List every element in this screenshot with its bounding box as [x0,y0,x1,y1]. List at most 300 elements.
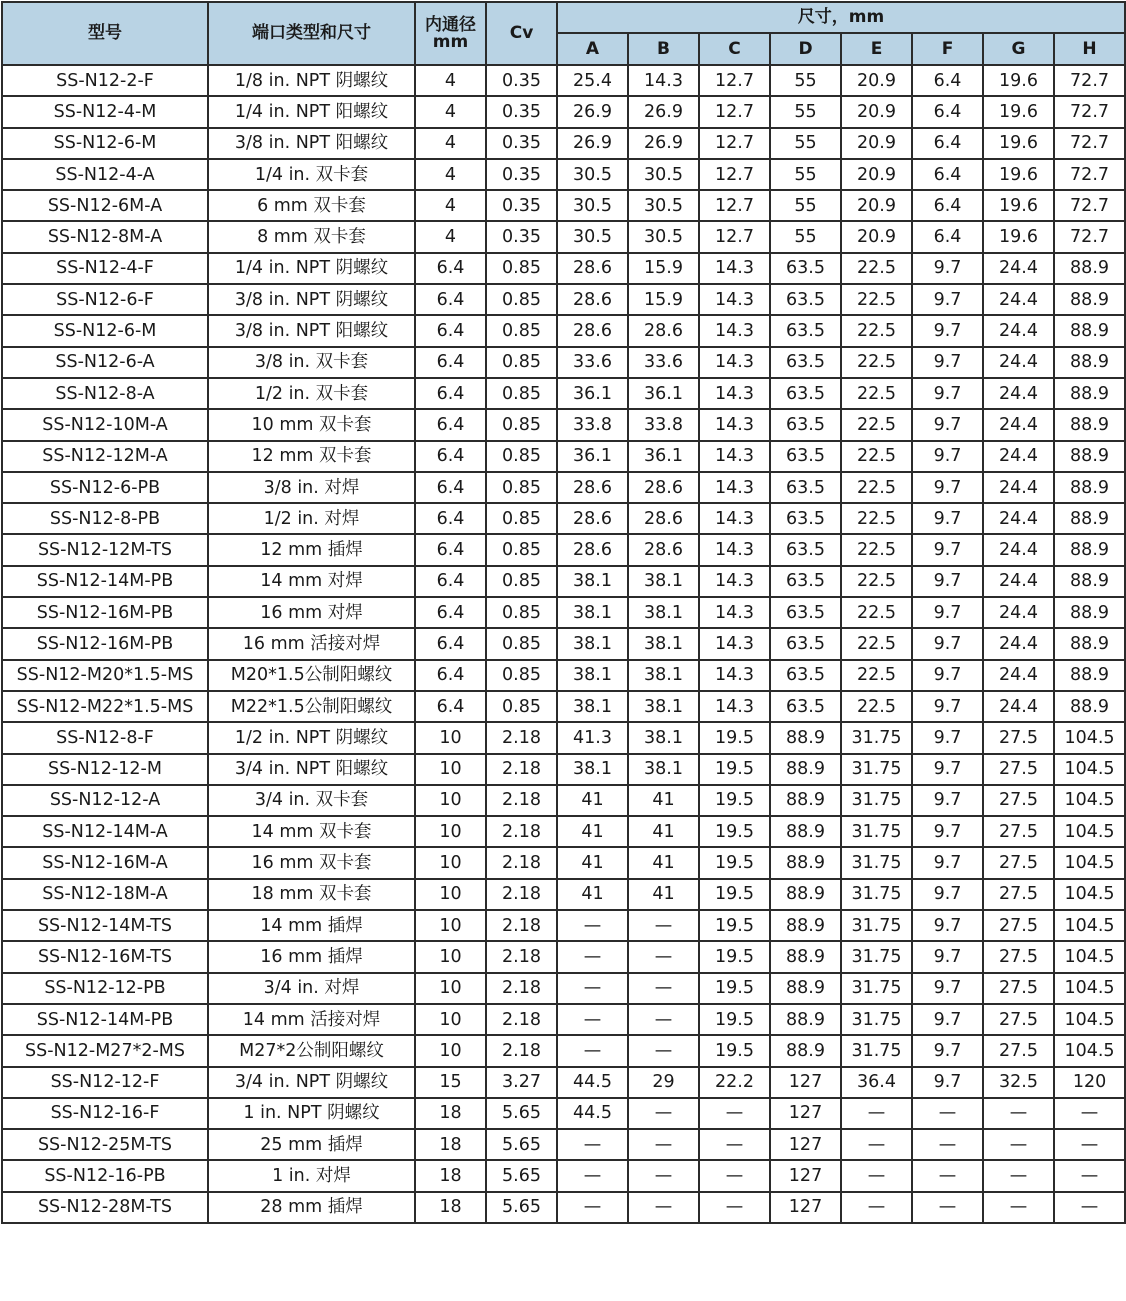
port-cell: 3/8 in. 对焊 [208,472,415,503]
port-cell: 3/4 in. 双卡套 [208,785,415,816]
cv-cell: 0.85 [486,409,557,440]
cv-cell: 5.65 [486,1160,557,1191]
port-cell: 8 mm 双卡套 [208,221,415,252]
dim-c-cell: 12.7 [699,221,770,252]
dim-c-cell: 14.3 [699,472,770,503]
dim-g-cell: 19.6 [983,159,1054,190]
table-row [2,347,1125,378]
header-dim-g: G [983,33,1054,65]
dim-c-cell: 19.5 [699,879,770,910]
dim-a-cell: 36.1 [557,441,628,472]
table-row [2,1098,1125,1129]
dim-d-cell: 63.5 [770,284,841,315]
dim-f-cell: 9.7 [912,597,983,628]
model-cell: SS-N12-16M-A [2,847,208,878]
dim-a-cell: 28.6 [557,315,628,346]
dim-f-cell: 9.7 [912,754,983,785]
dim-e-cell: 31.75 [841,879,912,910]
dim-c-cell: 19.5 [699,1035,770,1066]
dim-g-cell: 27.5 [983,879,1054,910]
port-cell: 6 mm 双卡套 [208,190,415,221]
port-cell: 3/4 in. NPT 阳螺纹 [208,754,415,785]
dim-e-cell: — [841,1098,912,1129]
dim-c-cell: 19.5 [699,910,770,941]
dim-c-cell: 19.5 [699,941,770,972]
cv-cell: 5.65 [486,1129,557,1160]
dim-c-cell: 12.7 [699,159,770,190]
cv-cell: 0.35 [486,96,557,127]
dim-b-cell: — [628,1192,699,1223]
dim-h-cell: 104.5 [1054,1004,1125,1035]
dim-d-cell: 55 [770,221,841,252]
dim-e-cell: 22.5 [841,315,912,346]
dim-e-cell: 31.75 [841,973,912,1004]
dim-b-cell: 28.6 [628,315,699,346]
dim-a-cell: 26.9 [557,128,628,159]
bore-cell: 18 [415,1129,486,1160]
dim-b-cell: — [628,1129,699,1160]
dim-a-cell: 36.1 [557,378,628,409]
table-body [2,65,1125,1223]
bore-cell: 6.4 [415,315,486,346]
cv-cell: 0.85 [486,691,557,722]
model-cell: SS-N12-6-PB [2,472,208,503]
dim-c-cell: 14.3 [699,378,770,409]
dim-a-cell: 28.6 [557,503,628,534]
table-row [2,1160,1125,1191]
cv-cell: 0.85 [486,378,557,409]
dim-h-cell: 88.9 [1054,691,1125,722]
dim-e-cell: 20.9 [841,221,912,252]
table-row [2,597,1125,628]
port-cell: 3/8 in. 双卡套 [208,347,415,378]
cv-cell: 0.35 [486,65,557,96]
dim-f-cell: 9.7 [912,1004,983,1035]
model-cell: SS-N12-14M-TS [2,910,208,941]
bore-cell: 6.4 [415,534,486,565]
cv-cell: 2.18 [486,910,557,941]
dim-c-cell: 19.5 [699,816,770,847]
dim-b-cell: 14.3 [628,65,699,96]
model-cell: SS-N12-18M-A [2,879,208,910]
cv-cell: 0.85 [486,315,557,346]
dim-c-cell: — [699,1192,770,1223]
dim-g-cell: 24.4 [983,660,1054,691]
cv-cell: 3.27 [486,1067,557,1098]
bore-cell: 18 [415,1160,486,1191]
header-port: 端口类型和尺寸 [208,2,415,65]
bore-cell: 4 [415,159,486,190]
dim-a-cell: 38.1 [557,597,628,628]
bore-cell: 10 [415,722,486,753]
port-cell: 14 mm 对焊 [208,566,415,597]
bore-cell: 6.4 [415,628,486,659]
bore-cell: 10 [415,754,486,785]
dim-b-cell: — [628,941,699,972]
dim-e-cell: 22.5 [841,441,912,472]
dim-h-cell: 104.5 [1054,722,1125,753]
dim-g-cell: 24.4 [983,441,1054,472]
dim-e-cell: 22.5 [841,660,912,691]
dim-h-cell: 104.5 [1054,879,1125,910]
dim-b-cell: — [628,910,699,941]
model-cell: SS-N12-16-F [2,1098,208,1129]
dim-h-cell: 88.9 [1054,253,1125,284]
dim-c-cell: 12.7 [699,65,770,96]
dim-h-cell: 88.9 [1054,409,1125,440]
table-row [2,691,1125,722]
port-cell: 16 mm 活接对焊 [208,628,415,659]
dim-g-cell: 27.5 [983,722,1054,753]
dim-g-cell: 19.6 [983,190,1054,221]
model-cell: SS-N12-4-A [2,159,208,190]
model-cell: SS-N12-6-F [2,284,208,315]
bore-cell: 18 [415,1098,486,1129]
dim-e-cell: 22.5 [841,347,912,378]
dim-h-cell: 104.5 [1054,816,1125,847]
dim-f-cell: — [912,1098,983,1129]
dim-a-cell: 33.6 [557,347,628,378]
dim-c-cell: 12.7 [699,190,770,221]
dim-b-cell: — [628,1035,699,1066]
dim-e-cell: 22.5 [841,253,912,284]
table-row [2,378,1125,409]
dim-d-cell: 63.5 [770,660,841,691]
dim-g-cell: 24.4 [983,534,1054,565]
dim-g-cell: 27.5 [983,816,1054,847]
cv-cell: 2.18 [486,1004,557,1035]
model-cell: SS-N12-2-F [2,65,208,96]
table-row [2,973,1125,1004]
cv-cell: 2.18 [486,754,557,785]
cv-cell: 0.35 [486,128,557,159]
model-cell: SS-N12-M27*2-MS [2,1035,208,1066]
dim-f-cell: 9.7 [912,973,983,1004]
dim-e-cell: 22.5 [841,378,912,409]
dim-e-cell: — [841,1160,912,1191]
dim-d-cell: 55 [770,96,841,127]
model-cell: SS-N12-12-M [2,754,208,785]
header-dims: 尺寸，mm [557,2,1125,33]
dim-f-cell: 9.7 [912,785,983,816]
table-row [2,754,1125,785]
dim-e-cell: 31.75 [841,816,912,847]
header-model: 型号 [2,2,208,65]
model-cell: SS-N12-4-F [2,253,208,284]
dim-a-cell: 41.3 [557,722,628,753]
port-cell: 1/4 in. NPT 阳螺纹 [208,96,415,127]
dim-d-cell: 88.9 [770,879,841,910]
model-cell: SS-N12-8-A [2,378,208,409]
dim-a-cell: 38.1 [557,566,628,597]
header-dim-f: F [912,33,983,65]
dim-d-cell: 63.5 [770,566,841,597]
dim-e-cell: 31.75 [841,722,912,753]
port-cell: 14 mm 活接对焊 [208,1004,415,1035]
table-row [2,409,1125,440]
dim-h-cell: 72.7 [1054,190,1125,221]
bore-cell: 6.4 [415,284,486,315]
port-cell: 1/4 in. NPT 阴螺纹 [208,253,415,284]
dim-a-cell: 38.1 [557,754,628,785]
cv-cell: 0.85 [486,566,557,597]
dim-h-cell: 104.5 [1054,910,1125,941]
dim-d-cell: 63.5 [770,253,841,284]
dim-d-cell: 88.9 [770,754,841,785]
bore-cell: 10 [415,1035,486,1066]
dim-h-cell: 88.9 [1054,597,1125,628]
dim-g-cell: 19.6 [983,96,1054,127]
dim-e-cell: 22.5 [841,503,912,534]
dim-g-cell: 24.4 [983,284,1054,315]
dim-b-cell: 38.1 [628,691,699,722]
dim-d-cell: 63.5 [770,691,841,722]
dim-b-cell: 28.6 [628,534,699,565]
cv-cell: 2.18 [486,941,557,972]
dim-h-cell: 88.9 [1054,378,1125,409]
dim-d-cell: 88.9 [770,941,841,972]
dim-h-cell: 88.9 [1054,315,1125,346]
dim-b-cell: 28.6 [628,472,699,503]
dim-d-cell: 88.9 [770,910,841,941]
port-cell: 10 mm 双卡套 [208,409,415,440]
header-cv: Cv [486,2,557,65]
dim-h-cell: 120 [1054,1067,1125,1098]
table-row [2,1192,1125,1223]
model-cell: SS-N12-6-A [2,347,208,378]
dim-e-cell: 31.75 [841,847,912,878]
dim-e-cell: 22.5 [841,691,912,722]
model-cell: SS-N12-6-M [2,128,208,159]
dim-g-cell: 24.4 [983,628,1054,659]
table-row [2,190,1125,221]
dim-g-cell: 27.5 [983,910,1054,941]
model-cell: SS-N12-16M-PB [2,597,208,628]
dim-a-cell: 26.9 [557,96,628,127]
cv-cell: 0.85 [486,284,557,315]
dim-f-cell: 6.4 [912,128,983,159]
port-cell: 25 mm 插焊 [208,1129,415,1160]
bore-cell: 10 [415,1004,486,1035]
dim-b-cell: 41 [628,847,699,878]
dim-d-cell: 127 [770,1098,841,1129]
bore-cell: 4 [415,65,486,96]
dim-e-cell: 31.75 [841,941,912,972]
dim-h-cell: 72.7 [1054,96,1125,127]
dim-b-cell: 30.5 [628,190,699,221]
port-cell: 12 mm 插焊 [208,534,415,565]
dim-d-cell: 88.9 [770,816,841,847]
cv-cell: 2.18 [486,722,557,753]
dim-g-cell: 24.4 [983,253,1054,284]
dim-f-cell: 9.7 [912,660,983,691]
dim-a-cell: 28.6 [557,534,628,565]
model-cell: SS-N12-10M-A [2,409,208,440]
dim-g-cell: 24.4 [983,566,1054,597]
model-cell: SS-N12-25M-TS [2,1129,208,1160]
dim-d-cell: 55 [770,159,841,190]
model-cell: SS-N12-6M-A [2,190,208,221]
port-cell: 1/4 in. 双卡套 [208,159,415,190]
dim-h-cell: 104.5 [1054,754,1125,785]
dim-c-cell: 12.7 [699,96,770,127]
dim-a-cell: 38.1 [557,691,628,722]
table-row [2,503,1125,534]
dim-g-cell: 32.5 [983,1067,1054,1098]
table-row [2,816,1125,847]
dim-c-cell: 14.3 [699,660,770,691]
bore-cell: 4 [415,128,486,159]
dim-h-cell: 88.9 [1054,347,1125,378]
dim-h-cell: 88.9 [1054,566,1125,597]
dim-f-cell: 9.7 [912,347,983,378]
dim-c-cell: 19.5 [699,754,770,785]
header-dim-b: B [628,33,699,65]
port-cell: 14 mm 插焊 [208,910,415,941]
bore-cell: 10 [415,816,486,847]
port-cell: M22*1.5公制阳螺纹 [208,691,415,722]
dim-b-cell: 30.5 [628,221,699,252]
spec-table [1,1,1126,1224]
dim-g-cell: 24.4 [983,597,1054,628]
header-bore-unit: mm [432,31,469,52]
dim-c-cell: 19.5 [699,722,770,753]
dim-d-cell: 88.9 [770,1035,841,1066]
dim-c-cell: 14.3 [699,253,770,284]
dim-b-cell: 38.1 [628,660,699,691]
dim-g-cell: 24.4 [983,315,1054,346]
dim-h-cell: 88.9 [1054,503,1125,534]
model-cell: SS-N12-14M-PB [2,1004,208,1035]
model-cell: SS-N12-6-M [2,315,208,346]
bore-cell: 10 [415,785,486,816]
dim-a-cell: — [557,1192,628,1223]
dim-h-cell: 88.9 [1054,472,1125,503]
cv-cell: 0.85 [486,347,557,378]
dim-d-cell: 63.5 [770,409,841,440]
dim-g-cell: — [983,1129,1054,1160]
header-dim-e: E [841,33,912,65]
dim-d-cell: 63.5 [770,378,841,409]
dim-a-cell: — [557,910,628,941]
dim-a-cell: 30.5 [557,159,628,190]
bore-cell: 6.4 [415,378,486,409]
port-cell: 1/8 in. NPT 阴螺纹 [208,65,415,96]
cv-cell: 0.85 [486,660,557,691]
dim-f-cell: 6.4 [912,96,983,127]
dim-b-cell: 15.9 [628,284,699,315]
bore-cell: 6.4 [415,691,486,722]
bore-cell: 10 [415,973,486,1004]
table-row [2,1004,1125,1035]
dim-c-cell: 19.5 [699,785,770,816]
dim-e-cell: 22.5 [841,628,912,659]
dim-a-cell: — [557,1004,628,1035]
table-row [2,315,1125,346]
bore-cell: 6.4 [415,597,486,628]
dim-e-cell: 20.9 [841,65,912,96]
bore-cell: 15 [415,1067,486,1098]
header-dim-a: A [557,33,628,65]
port-cell: 3/4 in. 对焊 [208,973,415,1004]
dim-c-cell: 12.7 [699,128,770,159]
port-cell: 12 mm 双卡套 [208,441,415,472]
dim-g-cell: 24.4 [983,347,1054,378]
dim-h-cell: — [1054,1098,1125,1129]
dim-h-cell: 72.7 [1054,128,1125,159]
model-cell: SS-N12-8-F [2,722,208,753]
bore-cell: 4 [415,96,486,127]
dim-g-cell: 27.5 [983,785,1054,816]
table-row [2,128,1125,159]
dim-f-cell: 9.7 [912,534,983,565]
dim-d-cell: 55 [770,190,841,221]
dim-b-cell: 33.8 [628,409,699,440]
header-row-top [2,2,1125,33]
dim-e-cell: 36.4 [841,1067,912,1098]
dim-d-cell: 63.5 [770,597,841,628]
dim-a-cell: 28.6 [557,253,628,284]
dim-f-cell: 9.7 [912,847,983,878]
port-cell: 1/2 in. NPT 阴螺纹 [208,722,415,753]
dim-h-cell: — [1054,1129,1125,1160]
dim-g-cell: 19.6 [983,221,1054,252]
dim-f-cell: 9.7 [912,503,983,534]
port-cell: 1 in. NPT 阴螺纹 [208,1098,415,1129]
table-row [2,785,1125,816]
dim-f-cell: — [912,1192,983,1223]
dim-b-cell: 41 [628,879,699,910]
dim-c-cell: 14.3 [699,503,770,534]
bore-cell: 6.4 [415,660,486,691]
dim-h-cell: — [1054,1192,1125,1223]
dim-a-cell: 41 [557,847,628,878]
model-cell: SS-N12-16M-TS [2,941,208,972]
dim-e-cell: 22.5 [841,597,912,628]
cv-cell: 0.35 [486,190,557,221]
dim-d-cell: 88.9 [770,847,841,878]
dim-e-cell: 31.75 [841,785,912,816]
cv-cell: 0.85 [486,597,557,628]
dim-h-cell: 104.5 [1054,785,1125,816]
dim-a-cell: 41 [557,816,628,847]
dim-h-cell: 88.9 [1054,534,1125,565]
dim-d-cell: 63.5 [770,534,841,565]
dim-a-cell: 28.6 [557,472,628,503]
bore-cell: 10 [415,941,486,972]
table-row [2,441,1125,472]
dim-f-cell: 9.7 [912,816,983,847]
dim-e-cell: 22.5 [841,472,912,503]
port-cell: 1 in. 对焊 [208,1160,415,1191]
dim-g-cell: — [983,1192,1054,1223]
dim-d-cell: 127 [770,1067,841,1098]
dim-a-cell: 30.5 [557,221,628,252]
dim-f-cell: 9.7 [912,315,983,346]
dim-b-cell: 36.1 [628,378,699,409]
cv-cell: 0.85 [486,628,557,659]
dim-f-cell: 9.7 [912,941,983,972]
dim-b-cell: 33.6 [628,347,699,378]
dim-a-cell: 38.1 [557,660,628,691]
dim-a-cell: 30.5 [557,190,628,221]
dim-h-cell: 88.9 [1054,284,1125,315]
port-cell: 3/8 in. NPT 阴螺纹 [208,284,415,315]
cv-cell: 2.18 [486,973,557,1004]
port-cell: 3/8 in. NPT 阳螺纹 [208,128,415,159]
table-row [2,1129,1125,1160]
table-row [2,472,1125,503]
